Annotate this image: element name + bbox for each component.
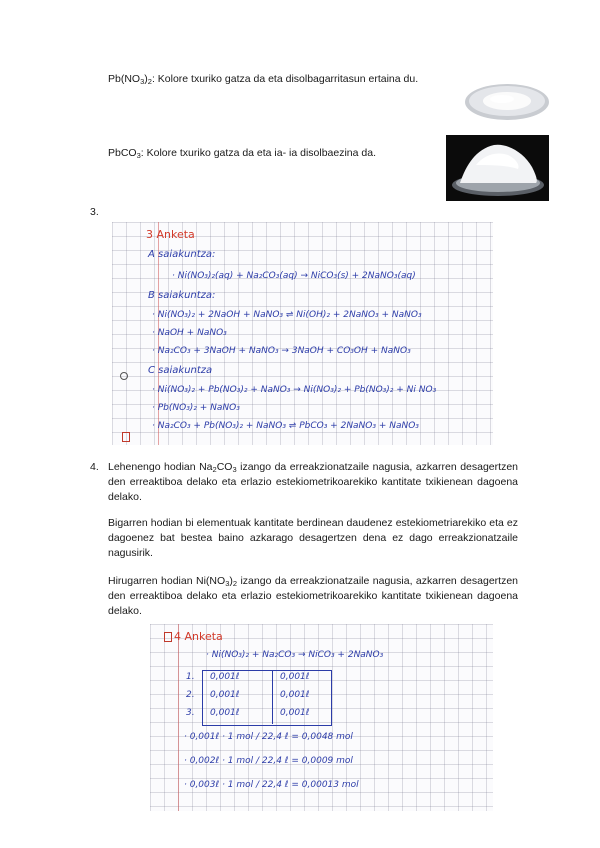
calculation-line: · 0,003ℓ · 1 mol / 22,4 ℓ = 0,00013 mol: [184, 780, 359, 790]
binding-ring: [120, 372, 128, 380]
handwritten-line: B saiakuntza:: [148, 290, 216, 301]
formula: $Pb(NO_3)_2$:: [108, 73, 155, 86]
table-row-label: 1.: [186, 672, 195, 682]
compound-line-pbno3: [108, 72, 418, 87]
formula: PbCO$_3$:: [108, 147, 144, 160]
powder-pile-photo: [446, 135, 549, 201]
paragraph-2: Bigarren hodian bi elementuak kantitate berdinean daudenez estekiometriarekiko eta ez dagoenez bat bestea baino azkarago desagertzen dena ez dago erreakzionatzaile nagusirik.: [108, 517, 518, 559]
compound-line-pbco3: [108, 146, 376, 161]
handwritten-line: · Ni(NO₃)₂ + 2NaOH + NaNO₃ ⇌ Ni(OH)₂ + 2NaNO₃ + NaNO₃: [152, 310, 422, 320]
handwritten-line: · NaOH + NaNO₃: [152, 328, 227, 338]
calculation-line: · 0,002ℓ · 1 mol / 22,4 ℓ = 0,0009 mol: [184, 756, 353, 766]
salt-dish-photo: [464, 80, 550, 124]
paragraph-1: Lehenengo hodian $Na_2CO_3$ izango da erreakzionatzaile nagusia, azkarren desagertzen den erreaktiboa delako eta erlazio estekiometrikoarekiko kantitate txikienean dagoena delako.: [108, 461, 518, 503]
paragraph-3: Hirugarren hodian $Ni(NO_3)_2$ izango da erreakzionatzaile nagusia, azkarren desagertzen den erreaktiboa delako eta erlazio estekiometrikoarekiko kantitate txikienean dagoena delako.: [108, 575, 518, 617]
table-cell: 0,001ℓ: [210, 708, 240, 718]
table-cell: 0,001ℓ: [280, 690, 310, 700]
handwritten-line: · Ni(NO₃)₂ + Pb(NO₃)₂ + NaNO₃ → Ni(NO₃)₂ + Pb(NO₃)₂ + Ni NO₃: [152, 385, 437, 395]
notebook-photo-3: [112, 222, 493, 445]
table-row-label: 3.: [186, 708, 195, 718]
calculation-line: · 0,001ℓ · 1 mol / 22,4 ℓ = 0,0048 mol: [184, 732, 353, 742]
margin-mark: [122, 432, 130, 442]
table-row-label: 2.: [186, 690, 195, 700]
handwritten-line: · Ni(NO₃)₂ + Na₂CO₃ → NiCO₃ + 2NaNO₃: [206, 650, 384, 660]
margin-mark: [164, 632, 172, 642]
handwritten-line: · Pb(NO₃)₂ + NaNO₃: [152, 403, 240, 413]
handwritten-line: · Ni(NO₃)₂(aq) + Na₂CO₃(aq) → NiCO₃(s) + 2NaNO₃(aq): [172, 271, 416, 281]
item-number: 4.: [90, 461, 99, 473]
compound-description: Kolore txuriko gatza da eta ia- ia disolbaezina da.: [146, 147, 376, 159]
item-number: 3.: [90, 206, 99, 218]
handwritten-line: C saiakuntza: [148, 365, 213, 376]
table-cell: 0,001ℓ: [210, 690, 240, 700]
compound-description: Kolore txuriko gatza da eta disolbagarritasun ertaina du.: [157, 73, 419, 85]
table-cell: 0,001ℓ: [280, 672, 310, 682]
handwritten-line: · Na₂CO₃ + Pb(NO₃)₂ + NaNO₃ ⇌ PbCO₃ + 2NaNO₃ + NaNO₃: [152, 421, 419, 431]
notebook-photo-4: [150, 624, 493, 811]
table-cell: 0,001ℓ: [210, 672, 240, 682]
table-cell: 0,001ℓ: [280, 708, 310, 718]
handwritten-line: · Na₂CO₃ + 3NaOH + NaNO₃ → 3NaOH + CO₃OH + NaNO₃: [152, 346, 411, 356]
handwritten-title: 3 Anketa: [146, 228, 195, 241]
handwritten-title: 4 Anketa: [174, 630, 223, 643]
table-divider: [272, 670, 273, 724]
table-box: [202, 670, 332, 726]
handwritten-line: A saiakuntza:: [148, 249, 216, 260]
